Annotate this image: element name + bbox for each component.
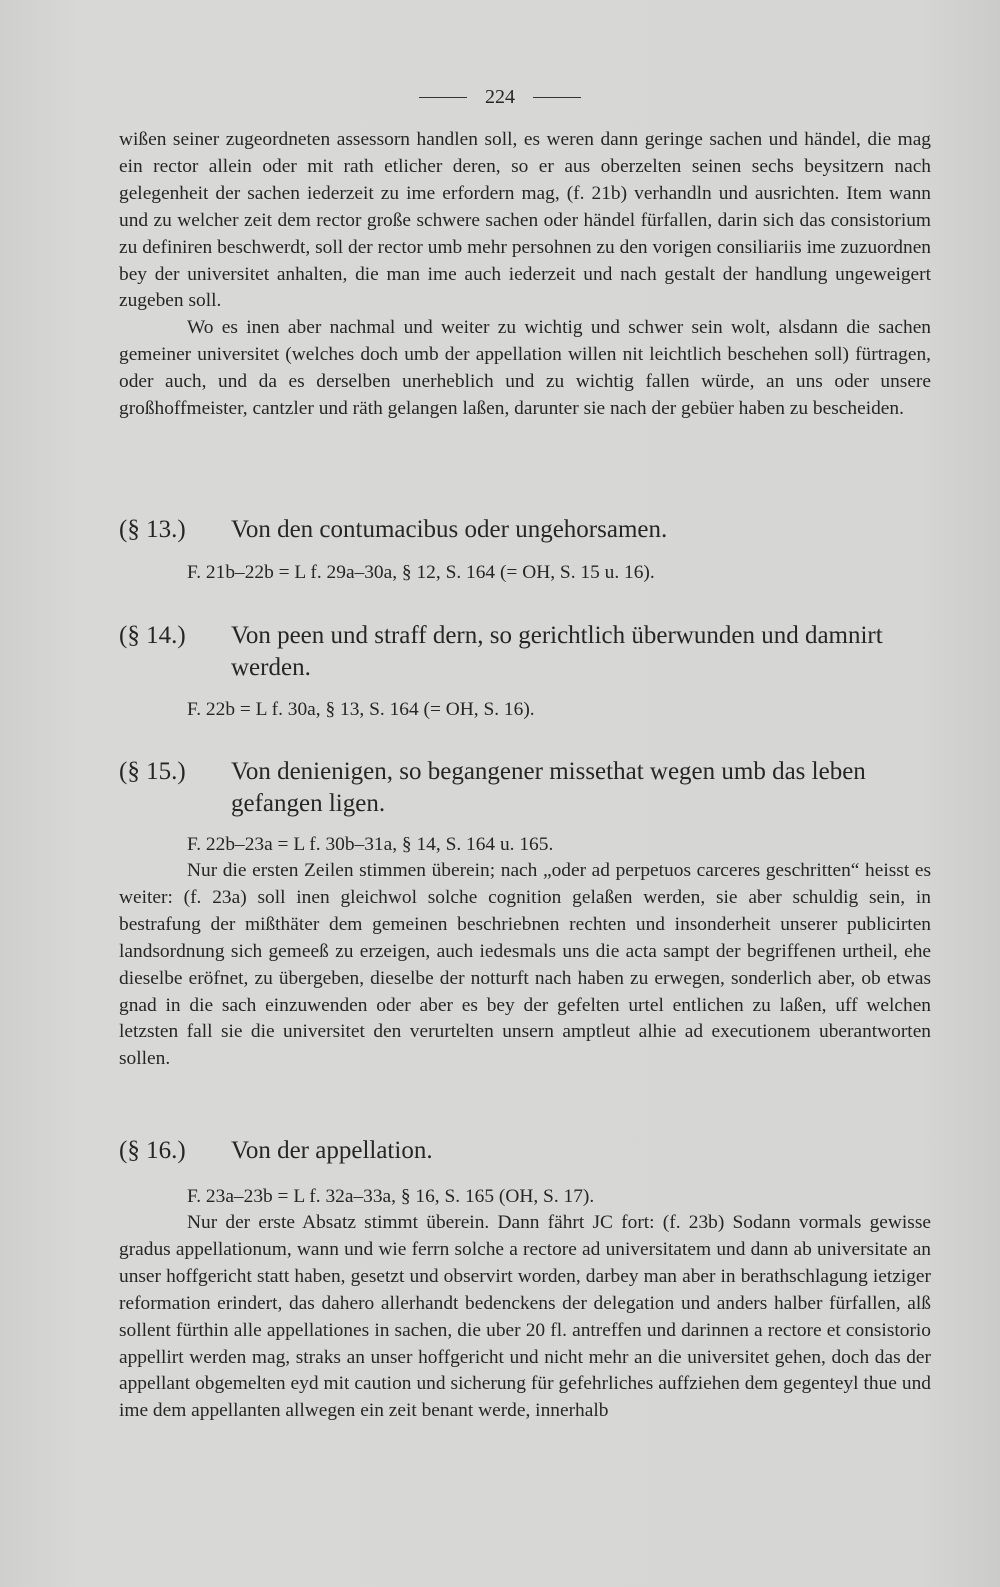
paragraph-1: wißen seiner zugeordneten assessorn handlen soll, es weren dann geringe sachen und händel, die mag ein rector allein oder mit rath etlicher deren, so er aus oberzelten seinen sechs beysitzern nach gelegenheit der sachen iederzeit zu ime erfordern mag, (f. 21b) verhandln und ausrichten. Item wann und zu welcher zeit dem rector große schwere sachen oder händel fürfallen, darin sich das consistorium zu definiren beschwerdt, soll der rector umb mehr persohnen zu den vorigen consiliariis ime zuzuordnen bey der universitet anhalten, die man ime auch iederzeit und nach gestalt der handlung ungeweigert zugeben soll. (119, 129, 931, 312)
header-rule-right (533, 97, 581, 98)
section-16-title: Von der appellation. (231, 1137, 433, 1164)
section-16-text: Nur der erste Absatz stimmt überein. Dann fährt JC fort: (f. 23b) Sodann vormals gewisse gradus appellationum, wann und wie ferrn solche a rectore ad universitatem und dann ab universitate an unser hoffgericht statt haben, gesetzt und observirt worden, darbey man aber in berathschlagung ietziger reformation erindert, das dahero allerhandt bedenckens der delegation und anders halber fürfallen, alß sollent fürthin alle appellationes in sachen, die uber 20 fl. antreffen und darinnen a rectore et consistorio appellirt werden mag, straks an unser hoffgericht und nicht mehr an die universitet gehen, doch das der appellant obgemelten eyd mit caution und sicherung für gefehrliches auffziehen dem gegenteyl thue und ime dem appellanten allwegen ein zeit benant werde, innerhalb (119, 1212, 931, 1422)
body-text-top (119, 127, 931, 423)
section-13-number: (§ 13.) (119, 516, 186, 543)
section-16-number: (§ 16.) (119, 1137, 186, 1164)
paragraph-2: Wo es inen aber nachmal und weiter zu wichtig und schwer sein wolt, alsdann die sachen gemeiner universitet (welches doch umb der appellation willen nit leichtlich beschehen soll) fürtragen, oder auch, und da es derselben unerheblich und zu wichtig fallen würde, an uns oder unsere großhoffmeister, cantzler und räth gelangen laßen, darunter sie nach der gebüer haben zu bescheiden. (119, 317, 931, 420)
page-header (0, 86, 1000, 109)
header-rule-left (419, 97, 467, 98)
section-14-heading (119, 620, 931, 684)
section-14-reference: F. 22b = L f. 30a, § 13, S. 164 (= OH, S. 16). (187, 699, 535, 720)
section-16-heading (119, 1135, 931, 1167)
section-13-title: Von den contumacibus oder ungehorsamen. (231, 516, 668, 543)
section-13-heading (119, 514, 931, 546)
section-14-title: Von peen und straff dern, so gerichtlich überwunden und damnirt werden. (231, 622, 883, 681)
section-15-body (119, 858, 931, 1073)
section-15-reference: F. 22b–23a = L f. 30b–31a, § 14, S. 164 u. 165. (187, 834, 554, 855)
section-14-number: (§ 14.) (119, 622, 186, 649)
section-15-text: Nur die ersten Zeilen stimmen überein; nach „oder ad perpetuos carceres geschritten“ heisst es weiter: (f. 23a) soll inen gleichwol solche cognition gelaßen werden, sie aber schuldig sein, in bestrafung der mißthäter dem gemeinen beschriebnen rechten und insonderheit unserer publicirten landsordnung sich gemeeß zu erzeigen, auch iedesmals uns die acta sampt der begriffenen urtheil, ehe dieselbe eröfnet, zu übergeben, dieselbe der notturft nach haben zu erwegen, sonderlich aber, ob etwas gnad in die sach einzuwenden oder aber es bey der gefelten urtel entlichen zu laßen, uff welchen letzsten fall sie die universitet den verurtelten unsern amptleut alhie ad executionem uberantworten sollen. (119, 860, 931, 1070)
section-16-body (119, 1210, 931, 1425)
section-13-reference: F. 21b–22b = L f. 29a–30a, § 12, S. 164 (= OH, S. 15 u. 16). (187, 562, 655, 583)
page-number: 224 (485, 86, 515, 108)
section-15-number: (§ 15.) (119, 758, 186, 785)
section-15-heading (119, 756, 931, 820)
section-15-title: Von denienigen, so begangener missethat wegen umb das leben gefangen ligen. (231, 758, 866, 817)
section-16-reference: F. 23a–23b = L f. 32a–33a, § 16, S. 165 (OH, S. 17). (187, 1186, 595, 1207)
